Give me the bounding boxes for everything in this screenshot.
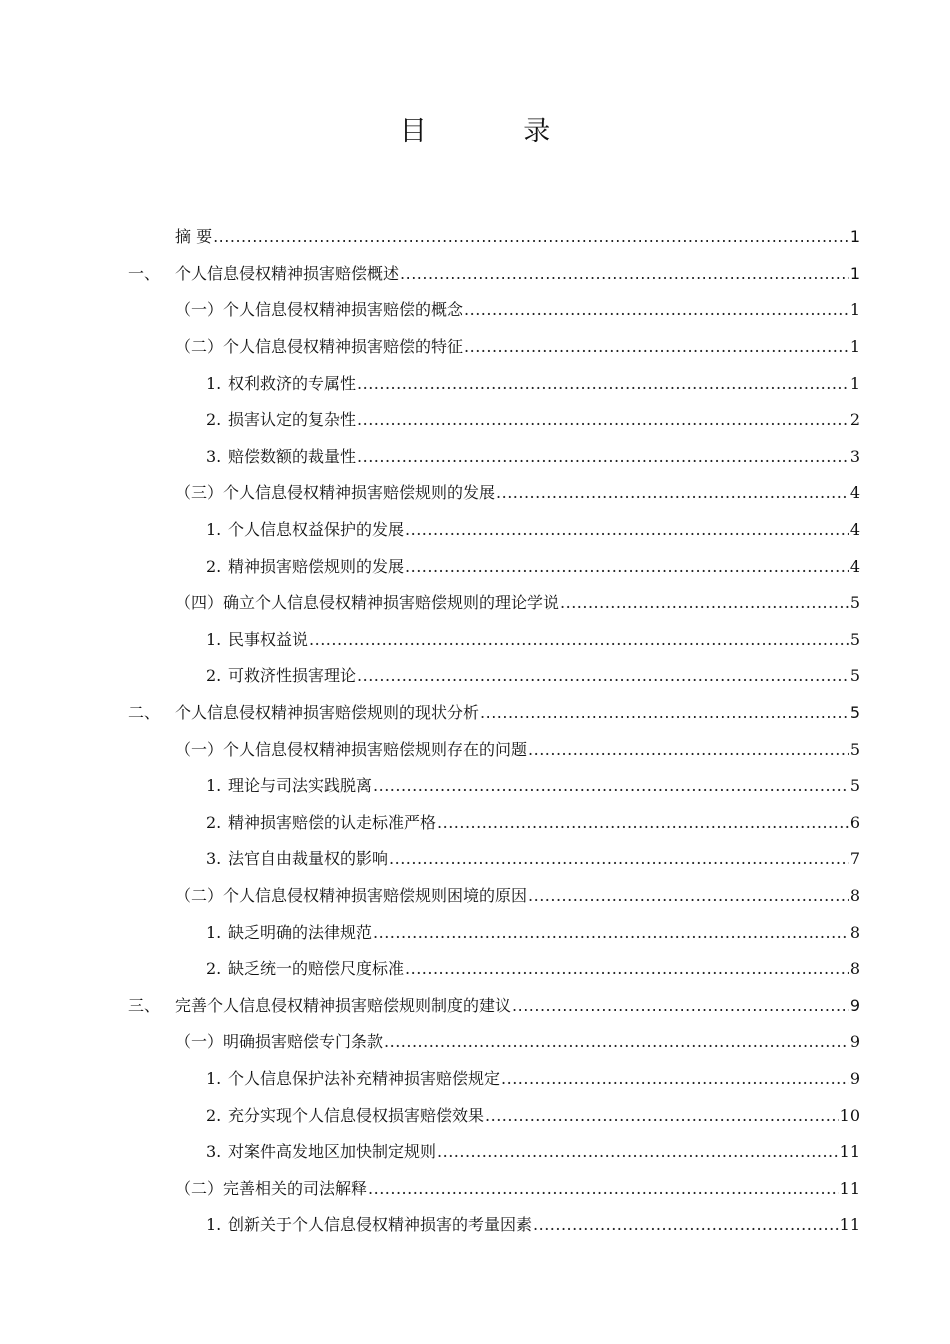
- toc-dot-leader: [528, 886, 849, 906]
- toc-entry-number: 1.: [206, 1215, 222, 1235]
- toc-dot-leader: [405, 520, 849, 540]
- toc-entry-title: 精神损害赔偿的认走标准严格: [228, 812, 437, 832]
- toc-entry[interactable]: [0, 1170, 950, 1207]
- toc-page-number: 6: [849, 812, 860, 832]
- toc-entry-number: 2.: [206, 812, 222, 832]
- toc-entry[interactable]: [0, 439, 950, 476]
- toc-entry[interactable]: [0, 731, 950, 768]
- toc-entry[interactable]: [0, 292, 950, 329]
- toc-page-number: 10: [839, 1105, 860, 1125]
- toc-entry[interactable]: [0, 841, 950, 878]
- toc-entry-line: [206, 1134, 860, 1171]
- toc-dot-leader: [357, 447, 849, 467]
- toc-dot-leader: [533, 1215, 839, 1235]
- toc-page-number: 5: [849, 593, 860, 613]
- toc-dot-leader: [368, 1179, 839, 1199]
- toc-dot-leader: [405, 557, 849, 577]
- toc-entry-line: [206, 841, 860, 878]
- toc-entry-number: 1.: [206, 1068, 222, 1088]
- toc-entry-title: 个人信息侵权精神损害赔偿规则的现状分析: [175, 703, 480, 723]
- toc-entry-line: [175, 475, 860, 512]
- toc-entry[interactable]: [0, 219, 950, 256]
- toc-entry-line: [206, 439, 860, 476]
- toc-entry-number: 二、: [128, 703, 161, 723]
- toc-page-number: 3: [849, 446, 860, 466]
- toc-entry-number: 3.: [206, 1142, 222, 1162]
- toc-dot-leader: [389, 849, 849, 869]
- toc-entry[interactable]: [0, 365, 950, 402]
- toc-entry-title: （一）个人信息侵权精神损害赔偿的概念: [175, 300, 464, 320]
- toc-entry-line: [206, 402, 860, 439]
- toc-dot-leader: [357, 410, 849, 430]
- toc-entry-line: [128, 695, 860, 732]
- toc-entry[interactable]: [0, 878, 950, 915]
- toc-dot-leader: [405, 959, 849, 979]
- toc-entry-number: 三、: [128, 995, 161, 1015]
- toc-entry[interactable]: [0, 622, 950, 659]
- toc-dot-leader: [357, 666, 849, 686]
- toc-entry[interactable]: [0, 1061, 950, 1098]
- toc-entry-number: 1.: [206, 776, 222, 796]
- toc-entry[interactable]: [0, 329, 950, 366]
- toc-dot-leader: [560, 593, 849, 613]
- toc-entry-title: 个人信息保护法补充精神损害赔偿规定: [228, 1068, 501, 1088]
- toc-entry-number: 一、: [128, 263, 161, 283]
- toc-entry[interactable]: [0, 548, 950, 585]
- toc-page-number: 5: [849, 703, 860, 723]
- toc-dot-leader: [485, 1106, 839, 1126]
- toc-page-number: 5: [849, 776, 860, 796]
- toc-page-number: 11: [839, 1215, 860, 1235]
- toc-entry-line: [206, 768, 860, 805]
- toc-page-number: 2: [849, 410, 860, 430]
- toc-dot-leader: [464, 337, 849, 357]
- toc-entry-number: 2.: [206, 556, 222, 576]
- toc-page-number: 8: [849, 922, 860, 942]
- toc-entry-title: 民事权益说: [228, 629, 309, 649]
- toc-entry[interactable]: [0, 475, 950, 512]
- toc-entry-line: [128, 219, 860, 256]
- toc-dot-leader: [373, 923, 849, 943]
- toc-entry-title: 精神损害赔偿规则的发展: [228, 556, 405, 576]
- toc-entry-line: [175, 585, 860, 622]
- toc-entry-number: 2.: [206, 410, 222, 430]
- toc-entry-title: 法官自由裁量权的影响: [228, 849, 389, 869]
- toc-page-number: 1: [849, 300, 860, 320]
- toc-entry-title: （二）完善相关的司法解释: [175, 1178, 368, 1198]
- toc-entry-line: [175, 292, 860, 329]
- toc-entry-line: [206, 1207, 860, 1244]
- toc-entry-title: 缺乏明确的法律规范: [228, 922, 373, 942]
- toc-entry[interactable]: [0, 951, 950, 988]
- toc-entry-number: 1.: [206, 922, 222, 942]
- toc-page-number: 1: [849, 373, 860, 393]
- toc-entry[interactable]: [0, 805, 950, 842]
- toc-entry[interactable]: [0, 402, 950, 439]
- toc-entry[interactable]: [0, 987, 950, 1024]
- toc-page-number: 4: [849, 556, 860, 576]
- toc-entry-number: 1.: [206, 373, 222, 393]
- toc-entry[interactable]: [0, 658, 950, 695]
- toc-entry[interactable]: [0, 1207, 950, 1244]
- toc-entry-title: 权利救济的专属性: [228, 373, 357, 393]
- toc-entry-line: [206, 658, 860, 695]
- toc-entry-title: 完善个人信息侵权精神损害赔偿规则制度的建议: [175, 995, 512, 1015]
- toc-page-number: 8: [849, 885, 860, 905]
- toc-entry-title: 对案件高发地区加快制定规则: [228, 1142, 437, 1162]
- toc-page-number: 11: [839, 1142, 860, 1162]
- toc-dot-leader: [512, 996, 849, 1016]
- toc-entry-number: 2.: [206, 959, 222, 979]
- toc-entry[interactable]: [0, 768, 950, 805]
- toc-entry[interactable]: [0, 585, 950, 622]
- toc-entry-line: [206, 1097, 860, 1134]
- toc-entry-line: [175, 731, 860, 768]
- toc-entry-line: [128, 256, 860, 293]
- toc-page-number: 1: [849, 337, 860, 357]
- toc-entry-line: [206, 548, 860, 585]
- toc-entry-line: [128, 987, 860, 1024]
- toc-entry-line: [206, 951, 860, 988]
- toc-entry-line: [175, 878, 860, 915]
- toc-entry-number: 3.: [206, 849, 222, 869]
- toc-entry-line: [206, 512, 860, 549]
- toc-entry-line: [175, 329, 860, 366]
- toc-page-number: 4: [849, 483, 860, 503]
- toc-entry-title: （四）确立个人信息侵权精神损害赔偿规则的理论学说: [175, 593, 560, 613]
- toc-entry-title: 摘 要: [175, 227, 213, 247]
- toc-page-number: 5: [849, 666, 860, 686]
- toc-dot-leader: [496, 483, 849, 503]
- toc-page-number: 9: [849, 995, 860, 1015]
- toc-entry-title: （一）明确损害赔偿专门条款: [175, 1032, 384, 1052]
- toc-entry-title: 缺乏统一的赔偿尺度标准: [228, 959, 405, 979]
- toc-page-number: 9: [849, 1068, 860, 1088]
- toc-entry-title: 充分实现个人信息侵权损害赔偿效果: [228, 1105, 485, 1125]
- toc-entry-title: （三）个人信息侵权精神损害赔偿规则的发展: [175, 483, 496, 503]
- toc-entry-line: [206, 914, 860, 951]
- toc-entry-title: 理论与司法实践脱离: [228, 776, 373, 796]
- toc-entry-title: （二）个人信息侵权精神损害赔偿规则困境的原因: [175, 885, 528, 905]
- toc-entry[interactable]: [0, 695, 950, 732]
- toc-dot-leader: [213, 227, 849, 247]
- toc-entry-line: [206, 805, 860, 842]
- toc-entry-line: [206, 1061, 860, 1098]
- toc-entry-title: 个人信息权益保护的发展: [228, 520, 405, 540]
- toc-entry-title: 个人信息侵权精神损害赔偿概述: [175, 263, 400, 283]
- toc-dot-leader: [437, 1142, 839, 1162]
- toc-page-number: 5: [849, 629, 860, 649]
- toc-dot-leader: [480, 703, 849, 723]
- toc-entry[interactable]: [0, 1024, 950, 1061]
- toc-page-number: 8: [849, 959, 860, 979]
- toc-page-number: 7: [849, 849, 860, 869]
- toc-entry-title: 损害认定的复杂性: [228, 410, 357, 430]
- toc-entry[interactable]: [0, 914, 950, 951]
- toc-page-number: 11: [839, 1178, 860, 1198]
- toc-dot-leader: [384, 1032, 849, 1052]
- toc-entry[interactable]: [0, 1097, 950, 1134]
- toc-dot-leader: [357, 374, 849, 394]
- toc-entry-title: （一）个人信息侵权精神损害赔偿规则存在的问题: [175, 739, 528, 759]
- toc-dot-leader: [400, 264, 849, 284]
- toc-entry-number: 2.: [206, 666, 222, 686]
- toc-entry-title: 可救济性损害理论: [228, 666, 357, 686]
- toc-entry-title: （二）个人信息侵权精神损害赔偿的特征: [175, 337, 464, 357]
- toc-entry[interactable]: [0, 512, 950, 549]
- toc-page-number: 4: [849, 520, 860, 540]
- toc-entry-number: 2.: [206, 1105, 222, 1125]
- page-title: 目 录: [399, 116, 595, 147]
- toc-entry-title: 赔偿数额的裁量性: [228, 446, 357, 466]
- toc-page-number: 1: [849, 227, 860, 247]
- toc-entry-title: 创新关于个人信息侵权精神损害的考量因素: [228, 1215, 533, 1235]
- toc-entry-number: 3.: [206, 446, 222, 466]
- toc-entry-number: 1.: [206, 520, 222, 540]
- toc-entry[interactable]: [0, 256, 950, 293]
- toc-entry[interactable]: [0, 1134, 950, 1171]
- toc-page-number: 1: [849, 263, 860, 283]
- toc-dot-leader: [528, 740, 849, 760]
- toc-entry-line: [175, 1170, 860, 1207]
- toc-dot-leader: [464, 300, 849, 320]
- table-of-contents: [0, 219, 950, 1244]
- toc-dot-leader: [437, 813, 849, 833]
- toc-entry-line: [206, 622, 860, 659]
- toc-entry-number: 1.: [206, 629, 222, 649]
- toc-page-number: 9: [849, 1032, 860, 1052]
- toc-dot-leader: [501, 1069, 849, 1089]
- toc-entry-line: [206, 365, 860, 402]
- toc-dot-leader: [309, 630, 849, 650]
- toc-dot-leader: [373, 776, 849, 796]
- toc-entry-line: [175, 1024, 860, 1061]
- toc-page-number: 5: [849, 739, 860, 759]
